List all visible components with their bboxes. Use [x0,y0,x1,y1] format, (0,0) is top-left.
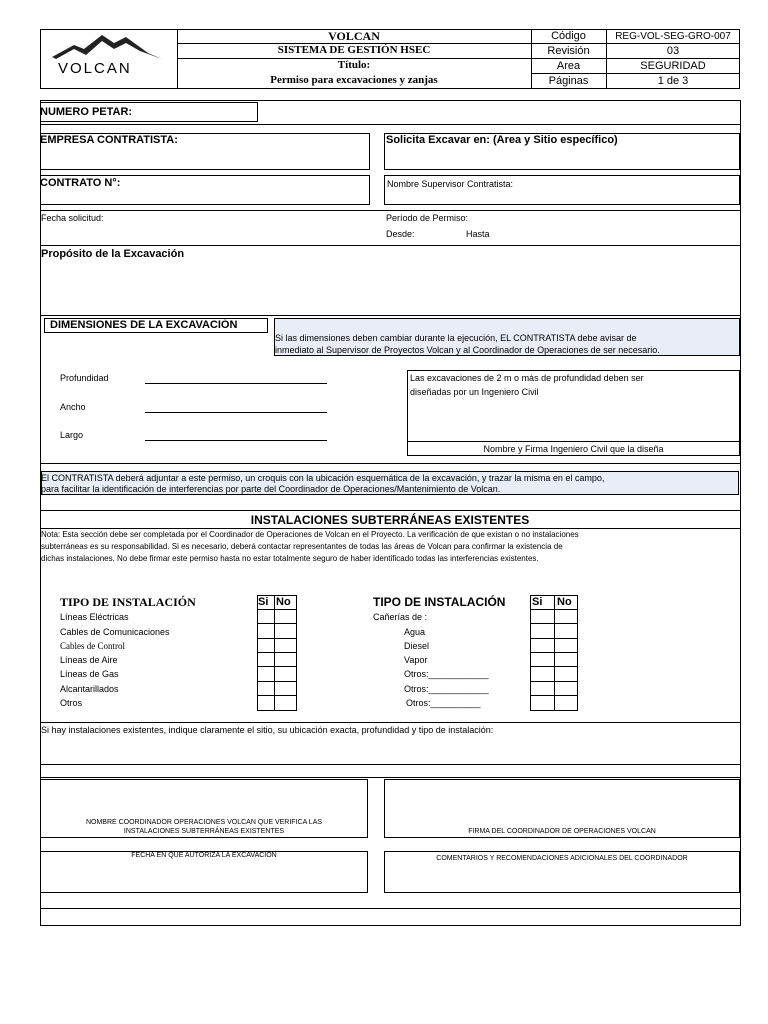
instalacion-item-left: Otros [60,698,83,708]
meta-value-paginas: 1 de 3 [657,75,689,87]
no-header-right: No [557,596,572,608]
si-no-row-rule [530,652,578,653]
document-title: Permiso para excavaciones y zanjas [270,74,438,86]
si-no-divider [554,595,555,711]
hasta-label: Hasta [466,229,490,239]
ingeniero-sign-rule [407,441,740,442]
form-rule [40,764,740,765]
si-no-header-rule [530,609,578,610]
tipo-instalacion-header-right: TIPO DE INSTALACIÓN [373,595,506,609]
form-bottom-border [40,925,741,926]
form-rule [40,528,740,529]
instalaciones-note-line: Nota: Esta sección debe ser completada por el Coordinador de Operaciones de Volcan en el Proyecto. La verificación de que existan o no instalaciones [41,530,579,539]
si-no-row-rule [530,681,578,682]
instalaciones-note-line: dichas instalaciones. No debe firmar este permiso hasta no estar totalmente seguro de haber identificado todas las interferencias existentes. [41,554,539,563]
form-rule [40,463,740,464]
profundidad-label: Profundidad [60,373,109,383]
si-no-row-rule [530,623,578,624]
si-no-row-rule [257,666,297,667]
mountain-icon [44,31,174,61]
instalacion-item-right: Otros:__________ [406,698,481,708]
si-no-row-rule [257,681,297,682]
logo-text: VOLCAN [58,60,132,77]
profundidad-input-line[interactable] [145,383,327,384]
form-right-border [740,100,741,926]
coordinador-firma-label: FIRMA DEL COORDINADOR DE OPERACIONES VOLCAN [468,828,656,835]
meta-label-revision: Revisión [547,45,590,57]
title-label: Título: [337,59,371,71]
form-rule [40,210,740,211]
form-rule [40,777,740,778]
si-no-row-rule [530,666,578,667]
ancho-label: Ancho [60,402,86,412]
si-no-row-rule [257,638,297,639]
instalacion-item-right: Otros:____________ [404,684,489,694]
croquis-note-line: El CONTRATISTA deberá adjuntar a este permiso, un croquis con la ubicación esquemática de la excavación, y trazar la misma en el campo, [41,473,605,483]
supervisor-label: Nombre Supervisor Contratista: [387,179,514,189]
instalaciones-title: INSTALACIONES SUBTERRÁNEAS EXISTENTES [250,513,530,527]
system-name: SISTEMA DE GESTIÓN HSEC [277,44,431,56]
fecha-autoriza-label: FECHA EN QUE AUTORIZA LA EXCAVACION [131,852,277,859]
si-no-row-rule [257,652,297,653]
si-header-right: Si [532,596,543,608]
numero-petar-label: NUMERO PETAR: [40,106,133,118]
ancho-input-line[interactable] [145,412,327,413]
volcan-logo [44,31,174,85]
si-no-header-rule [257,609,297,610]
coordinador-name-label: NOMBRE COORDINADOR OPERACIONES VOLCAN QUE VERIFICA LAS [85,819,323,826]
instalacion-item-left: Líneas de Aire [60,655,118,665]
meta-label-paginas: Páginas [548,75,589,87]
form-rule [40,124,740,125]
form-rule [40,245,740,246]
dimensiones-note-line: Si las dimensiones deben cambiar durante la ejecución, EL CONTRATISTA debe avisar de [275,333,637,343]
instalacion-item-left: Cables de Control [60,641,125,651]
instalacion-item-right: Vapor [404,655,428,665]
proposito-label: Propósito de la Excavación [41,248,185,260]
empresa-contratista-label: EMPRESA CONTRATISTA: [40,134,178,146]
instalaciones-note-line: subterráneas es su responsabilidad. Si es necesario, deberá contactar representantes de todas las áreas de Volcan para confirmar la existencia de [41,542,563,551]
si-no-divider [274,595,275,711]
instalacion-item-right: Diesel [404,641,430,651]
ingeniero-sign-label: Nombre y Firma Ingeniero Civil que la diseña [483,444,664,454]
dimensiones-note-line: inmediato al Supervisor de Proyectos Volcan y al Coordinador de Operaciones de ser necesario. [275,345,660,355]
form-rule [40,100,740,101]
tipo-instalacion-header-left: TIPO DE INSTALACIÓN [60,595,196,609]
instalacion-item-left: Líneas de Gas [60,669,119,679]
instalacion-item-left: Líneas Eléctricas [60,612,129,622]
si-no-row-rule [257,695,297,696]
fecha-solicitud-label: Fecha solicitud: [41,213,104,223]
largo-input-line[interactable] [145,440,327,441]
si-header-left: Si [258,596,269,608]
coordinador-name-label: INSTALACIONES SUBTERRÁNEAS EXISTENTES [123,828,285,835]
meta-value-codigo: REG-VOL-SEG-GRO-007 [615,31,731,42]
meta-label-area: Area [556,60,581,72]
form-rule [40,315,740,316]
instalacion-item-left: Cables de Comunicaciones [60,627,170,637]
form-rule [40,722,740,723]
si-no-grid-left [257,595,297,711]
solicita-excavar-label: Solicita Excavar en: (Area y Sitio específico) [386,134,618,146]
dimensiones-title: DIMENSIONES DE LA EXCAVACIÓN [50,319,238,331]
croquis-note-line: para facilitar la identificación de interferencias por parte del Coordinador de Operaciones/Mantenimiento de Volcan. [41,484,501,494]
no-header-left: No [276,596,291,608]
si-no-row-rule [530,695,578,696]
instalacion-item-right: Otros:____________ [404,669,489,679]
instalacion-item-right: Cañerías de : [373,612,428,622]
desde-label: Desde: [386,229,415,239]
form-rule [40,908,740,909]
meta-value-area: SEGURIDAD [640,60,706,72]
meta-value-revision: 03 [666,45,680,57]
existing-installations-note: Si hay instalaciones existentes, indique claramente el sitio, su ubicación exacta, profundidad y tipo de instalación: [41,725,494,735]
instalacion-item-left: Alcantarillados [60,684,119,694]
comentarios-label: COMENTARIOS Y RECOMENDACIONES ADICIONALES DEL COORDINADOR [436,855,688,862]
periodo-permiso-label: Período de Permiso: [386,213,469,223]
si-no-row-rule [257,623,297,624]
ingeniero-note-line: Las excavaciones de 2 m o más de profundidad deben ser [410,373,644,383]
ingeniero-note-line: diseñadas por un Ingeniero Civil [410,387,539,397]
si-no-row-rule [530,638,578,639]
form-rule [40,510,740,511]
company-name: VOLCAN [328,29,380,43]
largo-label: Largo [60,430,84,440]
contrato-label: CONTRATO N°: [40,177,121,189]
instalacion-item-right: Agua [404,627,426,637]
meta-label-codigo: Código [551,30,586,42]
